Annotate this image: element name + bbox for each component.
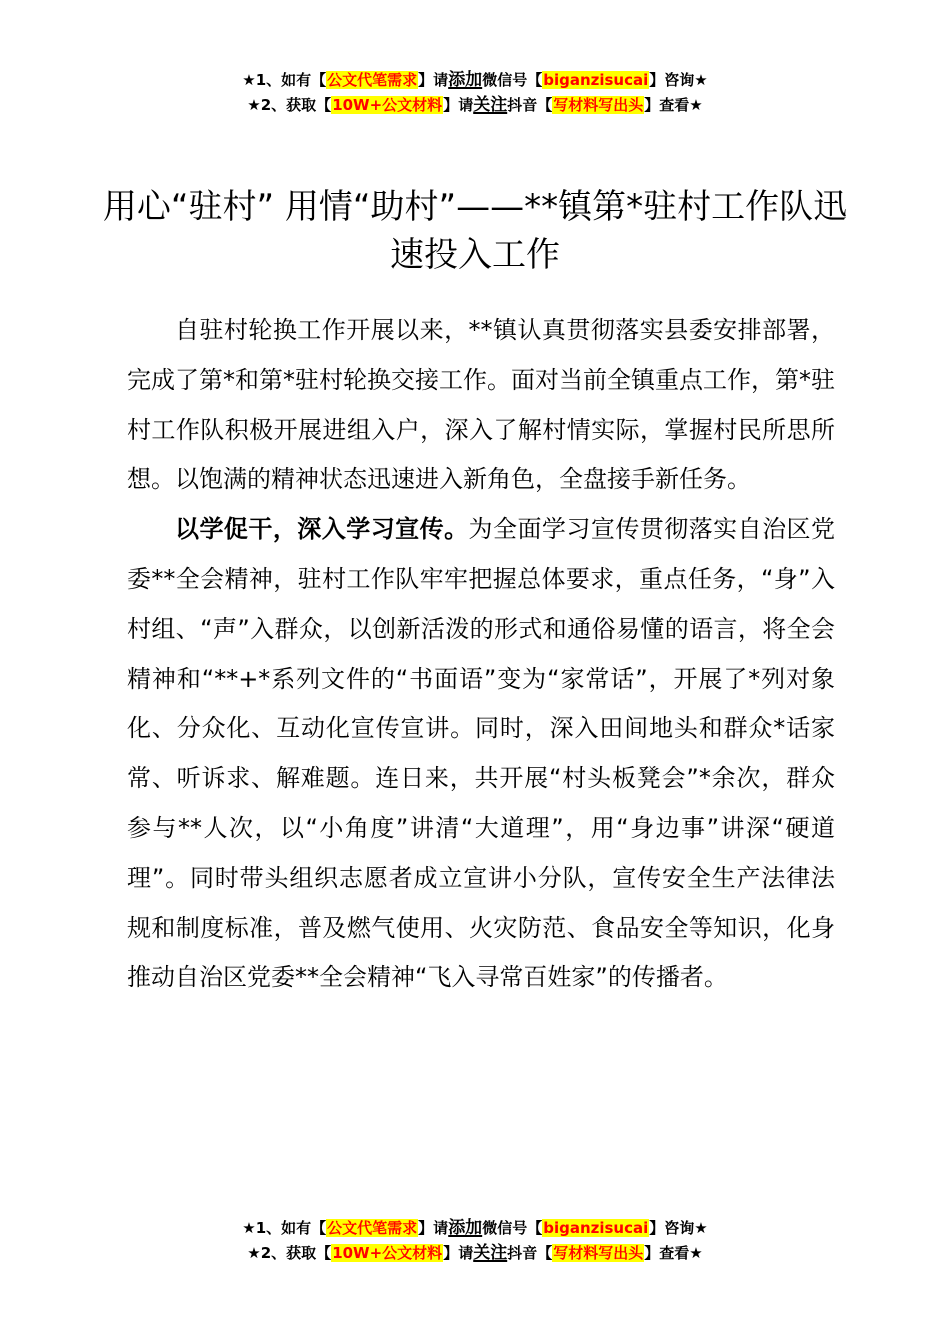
- banner-line-2-highlight-materials: 10W+公文材料: [332, 96, 443, 114]
- footer-line-2: [0, 1241, 950, 1266]
- banner-line-2-mid: 】请: [443, 96, 474, 114]
- footer-line-2-mid-2: 抖音【: [507, 1244, 553, 1262]
- document-body: [127, 306, 835, 1003]
- footer-line-1-mid: 】请: [418, 1219, 449, 1237]
- banner-line-1-prefix: ★1、如有【: [242, 71, 327, 89]
- footer-line-2-mid: 】请: [443, 1244, 474, 1262]
- paragraph-study-promotion: [127, 505, 835, 1003]
- footer-line-2-highlight-douyin: 写材料写出头: [553, 1244, 644, 1262]
- banner-line-1: [0, 68, 950, 93]
- footer-line-1-suffix: 】咨询★: [649, 1219, 708, 1237]
- paragraph-intro: [127, 306, 835, 505]
- banner-line-1-suffix: 】咨询★: [649, 71, 708, 89]
- footer-line-1: [0, 1216, 950, 1241]
- banner-line-1-mid-2: 微信号【: [482, 71, 543, 89]
- banner-line-2-mid-2: 抖音【: [507, 96, 553, 114]
- banner-line-2: [0, 93, 950, 118]
- footer-line-1-highlight-wechat: biganzisucai: [543, 1219, 649, 1237]
- footer-line-2-highlight-materials: 10W+公文材料: [332, 1244, 443, 1262]
- banner-line-2-highlight-douyin: 写材料写出头: [553, 96, 644, 114]
- banner-line-1-highlight-wechat: biganzisucai: [543, 71, 649, 89]
- banner-line-2-emphasis: 关注: [473, 95, 508, 115]
- banner-line-2-prefix: ★2、获取【: [247, 96, 332, 114]
- footer-line-1-mid-2: 微信号【: [482, 1219, 543, 1237]
- paragraph-lead-heading: 以学促干，深入学习宣传。: [175, 515, 469, 544]
- paragraph-study-promotion-text: 为全面学习宣传贯彻落实自治区党委**全会精神，驻村工作队牢牢把握总体要求，重点任务，“身”入村组、“声”入群众，以创新活泼的形式和通俗易懂的语言，将全会精神和“**+*系列文件的“书面语”变为“家常话”，开展了*列对象化、分众化、互动化宣传宣讲。同时，深入田间地头和群众*话家常、听诉求、解难题。连日来，共开展“村头板凳会”*余次，群众参与**人次，以“小角度”讲清“大道理”，用“身边事”讲深“硬道理”。同时带头组织志愿者成立宣讲小分队，宣传安全生产法律法规和制度标准，普及燃气使用、火灾防范、食品安全等知识，化身推动自治区党委**全会精神“飞入寻常百姓家”的传播者。: [127, 515, 836, 992]
- banner-line-1-highlight-service: 公文代笔需求: [327, 71, 418, 89]
- footer-line-1-emphasis: 添加: [448, 1218, 483, 1238]
- banner-line-2-suffix: 】查看★: [644, 96, 703, 114]
- footer-line-2-emphasis: 关注: [473, 1243, 508, 1263]
- header-banner: [0, 68, 950, 118]
- footer-line-1-prefix: ★1、如有【: [242, 1219, 327, 1237]
- paragraph-intro-text: 自驻村轮换工作开展以来，**镇认真贯彻落实县委安排部署，完成了第*和第*驻村轮换交接工作。面对当前全镇重点工作，第*驻村工作队积极开展进组入户，深入了解村情实际，掌握村民所思所想。以饱满的精神状态迅速进入新角色，全盘接手新任务。: [127, 316, 835, 494]
- document-title: 用心“驻村” 用情“助村”——**镇第*驻村工作队迅速投入工作: [102, 187, 848, 275]
- footer-line-2-prefix: ★2、获取【: [247, 1244, 332, 1262]
- footer-line-2-suffix: 】查看★: [644, 1244, 703, 1262]
- footer-banner: [0, 1216, 950, 1266]
- banner-line-1-mid: 】请: [418, 71, 449, 89]
- footer-line-1-highlight-service: 公文代笔需求: [327, 1219, 418, 1237]
- banner-line-1-emphasis: 添加: [448, 70, 483, 90]
